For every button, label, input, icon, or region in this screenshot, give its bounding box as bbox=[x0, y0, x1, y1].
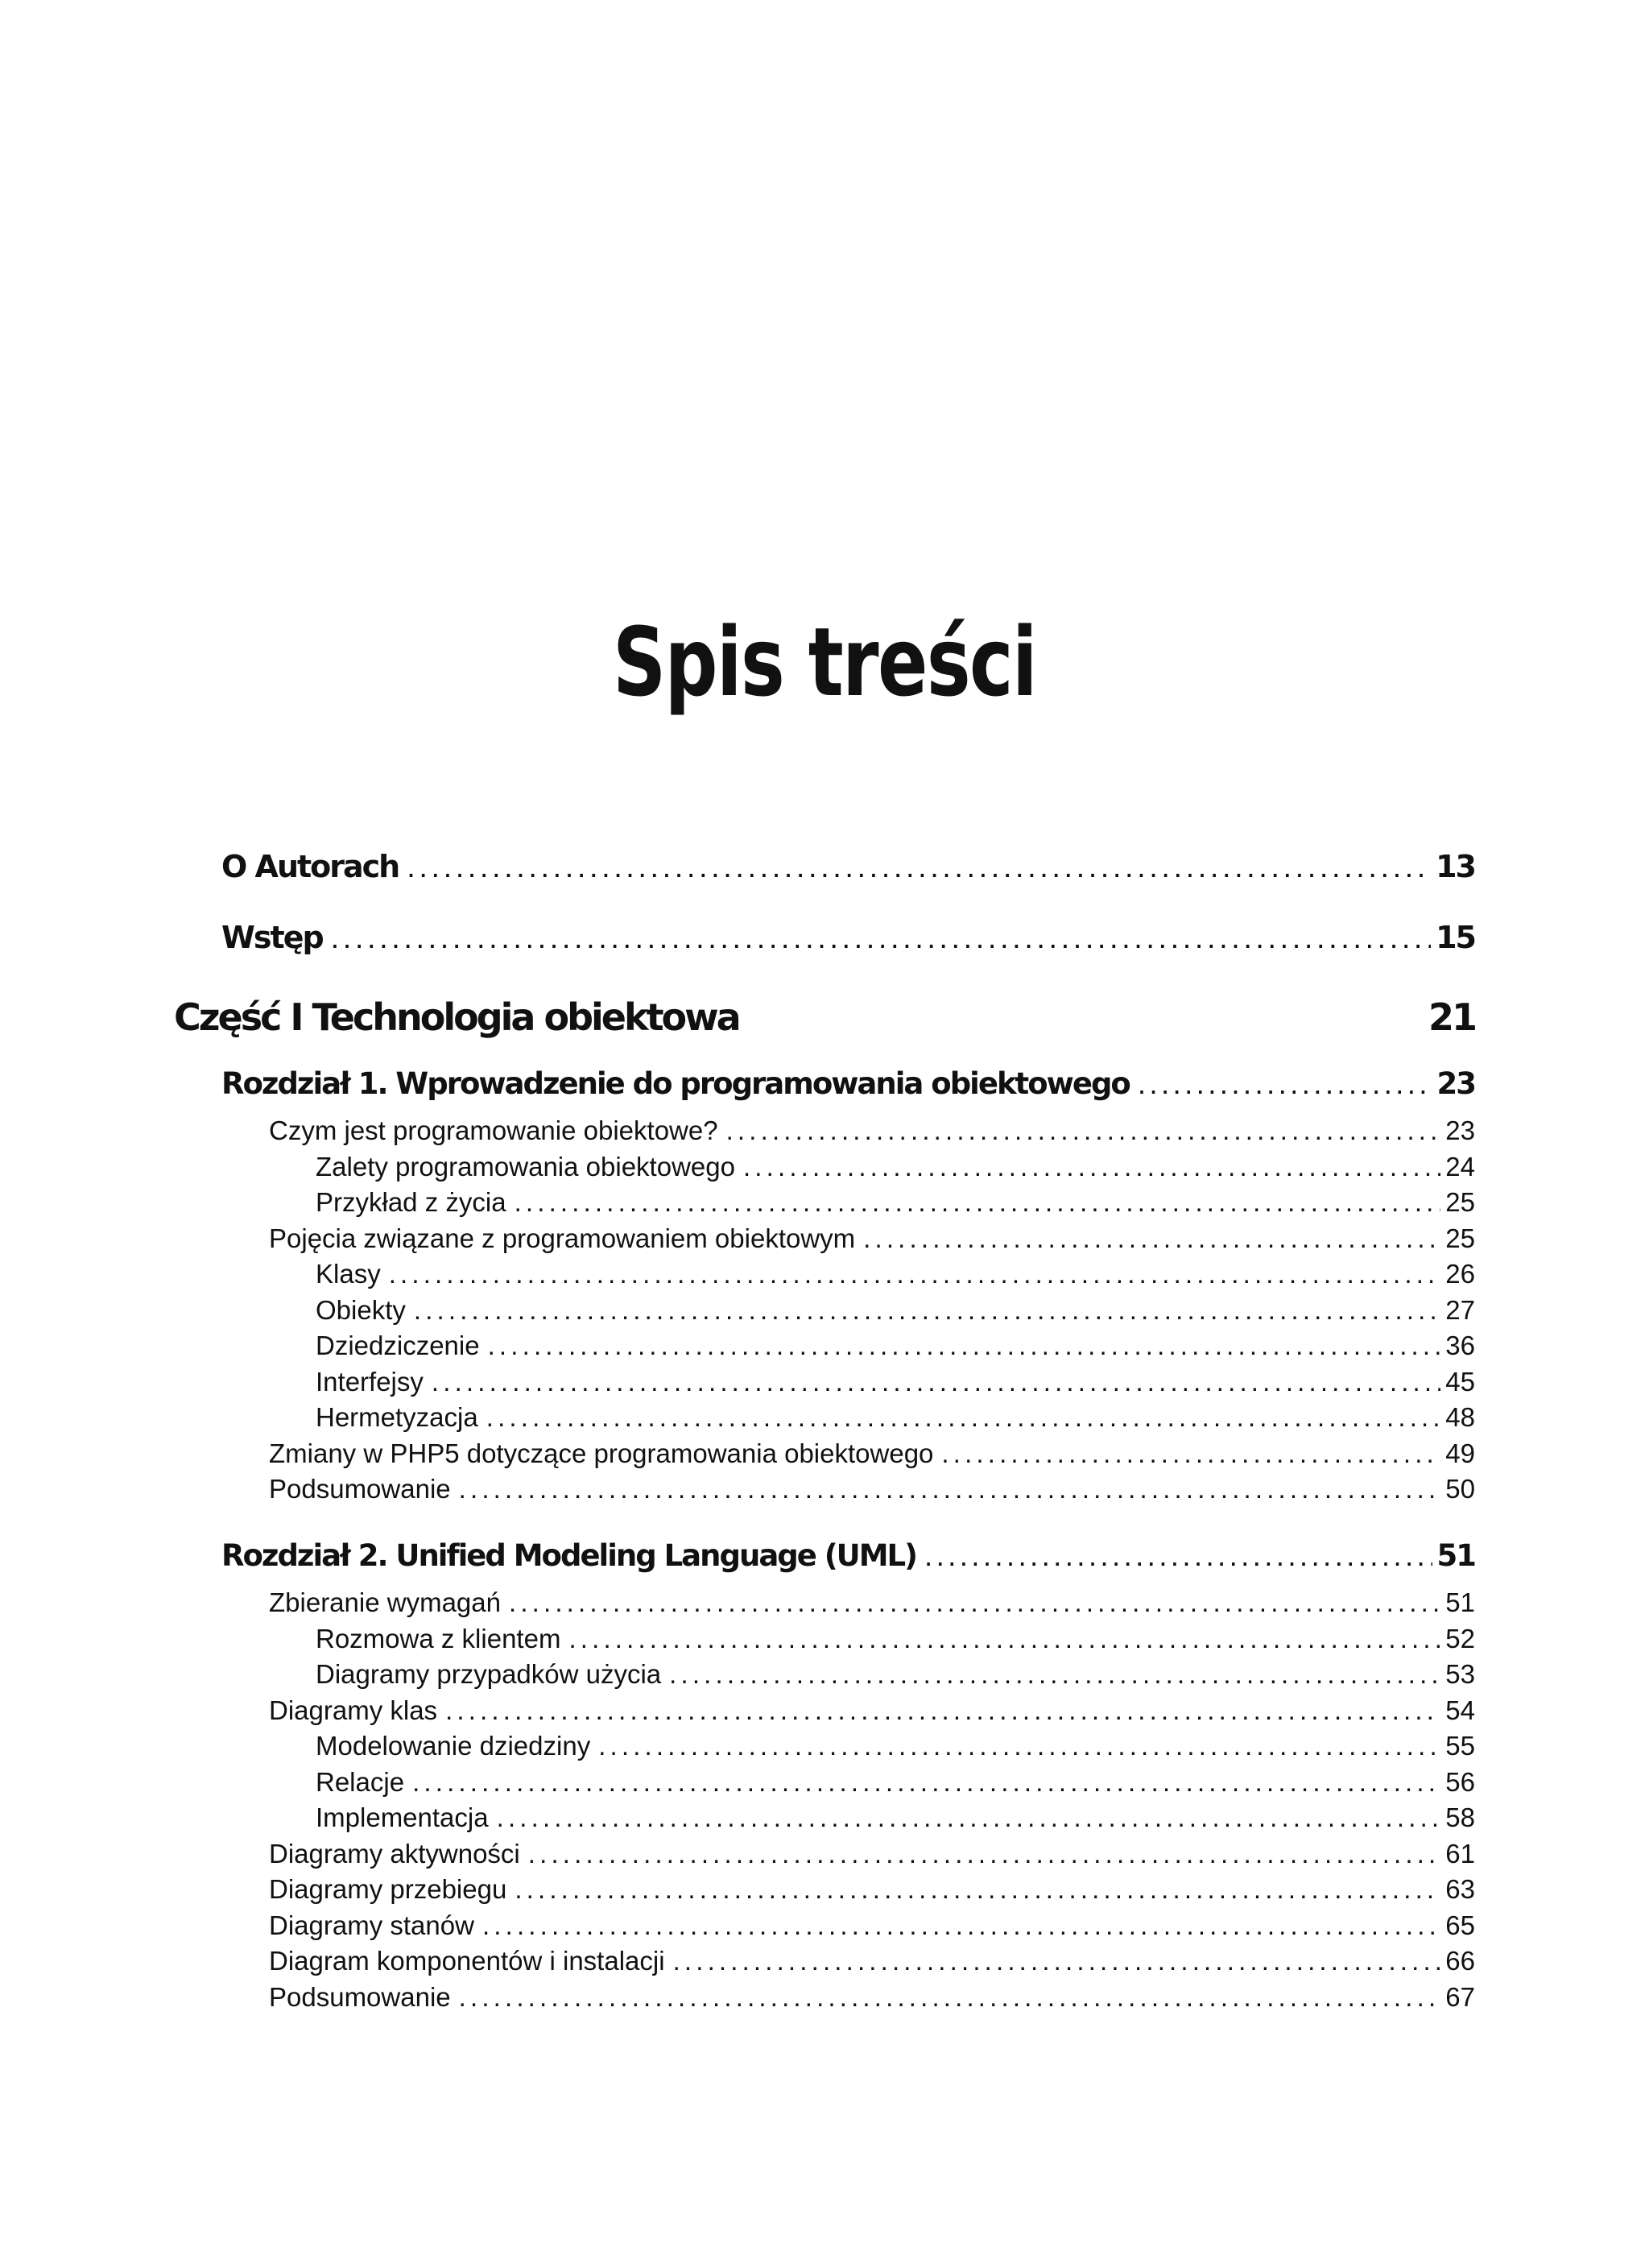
dot-leader bbox=[331, 919, 1431, 958]
dot-leader bbox=[412, 1765, 1440, 1800]
table-of-contents bbox=[0, 823, 1649, 2257]
toc-entry-label: Modelowanie dziedziny bbox=[316, 1731, 591, 1761]
dot-leader bbox=[863, 1221, 1440, 1256]
toc-entry-label: Diagramy aktywności bbox=[269, 1838, 520, 1869]
toc-subsection-entry[interactable] bbox=[316, 1800, 1475, 1836]
toc-chapter-heading[interactable] bbox=[221, 1537, 1475, 1575]
dot-leader bbox=[515, 1185, 1441, 1220]
dot-leader bbox=[1138, 1065, 1432, 1103]
toc-entry-page: 63 bbox=[1445, 1874, 1475, 1904]
toc-section-entry[interactable] bbox=[269, 1943, 1475, 1979]
dot-leader bbox=[509, 1585, 1440, 1620]
toc-subsection-entry[interactable] bbox=[316, 1657, 1475, 1692]
toc-entry-label: Rozmowa z klientem bbox=[316, 1623, 561, 1653]
toc-entry-label: Interfejsy bbox=[316, 1366, 424, 1397]
toc-entry-page: 26 bbox=[1445, 1259, 1475, 1289]
toc-entry-label: Diagramy klas bbox=[269, 1695, 438, 1725]
dot-leader bbox=[497, 1800, 1441, 1836]
toc-entry-page: 53 bbox=[1445, 1659, 1475, 1689]
toc-section-entry[interactable] bbox=[269, 1436, 1475, 1471]
toc-section-entry[interactable] bbox=[269, 1836, 1475, 1872]
toc-subsection-entry[interactable] bbox=[316, 1364, 1475, 1400]
toc-entry-page: 66 bbox=[1445, 1946, 1475, 1976]
toc-entry-label: Dziedziczenie bbox=[316, 1331, 480, 1360]
toc-entry-label: Obiekty bbox=[316, 1294, 406, 1325]
toc-entry-label: Czym jest programowanie obiektowe? bbox=[269, 1115, 718, 1145]
dot-leader bbox=[432, 1364, 1440, 1400]
dot-leader bbox=[482, 1908, 1440, 1943]
dot-leader bbox=[414, 1293, 1440, 1328]
part-label: Część I Technologia obiektowa bbox=[174, 995, 739, 1039]
toc-entry-page: 36 bbox=[1445, 1331, 1475, 1360]
part-page: 21 bbox=[1428, 995, 1475, 1039]
dot-leader bbox=[568, 1621, 1440, 1657]
dot-leader bbox=[598, 1728, 1440, 1764]
toc-entry-page: 49 bbox=[1445, 1438, 1475, 1468]
toc-entry-page: 23 bbox=[1445, 1115, 1475, 1145]
dot-leader bbox=[743, 1149, 1440, 1185]
dot-leader bbox=[515, 1872, 1440, 1907]
toc-entry-label: Klasy bbox=[316, 1259, 381, 1289]
toc-entry-label: Zmiany w PHP5 dotyczące programowania obiektowego bbox=[269, 1438, 934, 1468]
toc-entry-page: 65 bbox=[1445, 1910, 1475, 1940]
toc-subsection-entry[interactable] bbox=[316, 1293, 1475, 1328]
toc-entry-page: 67 bbox=[1445, 1981, 1475, 2012]
toc-subsection-entry[interactable] bbox=[316, 1400, 1475, 1435]
toc-entry-page: 61 bbox=[1445, 1838, 1475, 1869]
toc-entry-page: 55 bbox=[1445, 1731, 1475, 1761]
toc-section-entry[interactable] bbox=[269, 1113, 1475, 1148]
toc-entry-page: 51 bbox=[1436, 1538, 1475, 1573]
toc-entry-page: 25 bbox=[1445, 1223, 1475, 1253]
toc-entry-label: Hermetyzacja bbox=[316, 1402, 478, 1432]
toc-entry-page: 50 bbox=[1445, 1474, 1475, 1504]
toc-entry-page: 13 bbox=[1436, 849, 1475, 884]
toc-entry-page: 54 bbox=[1445, 1695, 1475, 1725]
toc-entry-label: Zalety programowania obiektowego bbox=[316, 1151, 735, 1182]
toc-entry-label: Diagramy przebiegu bbox=[269, 1874, 507, 1904]
toc-entry-label: Podsumowanie bbox=[269, 1981, 451, 2012]
dot-leader bbox=[924, 1537, 1432, 1575]
toc-entry-label: Rozdział 2. Unified Modeling Language (UML) bbox=[221, 1538, 917, 1573]
dot-leader bbox=[389, 1256, 1441, 1292]
toc-entry-label: Przykład z życia bbox=[316, 1187, 506, 1217]
toc-entry-label: Implementacja bbox=[316, 1802, 489, 1832]
toc-entry-wstep[interactable] bbox=[221, 918, 1475, 958]
dot-leader bbox=[486, 1400, 1441, 1435]
toc-entry-label: Podsumowanie bbox=[269, 1474, 451, 1504]
toc-part-heading[interactable] bbox=[174, 994, 1475, 1041]
toc-entry-page: 58 bbox=[1445, 1802, 1475, 1832]
toc-section-entry[interactable] bbox=[269, 1872, 1475, 1907]
toc-chapter-heading[interactable] bbox=[221, 1065, 1475, 1103]
toc-entry-page: 45 bbox=[1445, 1366, 1475, 1397]
toc-entry-page: 15 bbox=[1436, 920, 1475, 955]
toc-entry-page: 52 bbox=[1445, 1623, 1475, 1653]
dot-leader bbox=[459, 1471, 1441, 1507]
toc-entry-label: Zbieranie wymagań bbox=[269, 1587, 501, 1617]
toc-subsection-entry[interactable] bbox=[316, 1728, 1475, 1764]
dot-leader bbox=[459, 1980, 1441, 2015]
toc-entry-label: Pojęcia związane z programowaniem obiektowym bbox=[269, 1223, 856, 1253]
toc-subsection-entry[interactable] bbox=[316, 1328, 1475, 1364]
toc-section-entry[interactable] bbox=[269, 1221, 1475, 1256]
toc-entry-page: 56 bbox=[1445, 1766, 1475, 1797]
dot-leader bbox=[669, 1657, 1440, 1692]
toc-entry-o-autorach[interactable] bbox=[221, 847, 1475, 887]
dot-leader bbox=[488, 1328, 1441, 1364]
toc-section-entry[interactable] bbox=[269, 1908, 1475, 1943]
toc-section-entry[interactable] bbox=[269, 1471, 1475, 1507]
toc-entry-label: Diagramy przypadków użycia bbox=[316, 1659, 662, 1689]
dot-leader bbox=[673, 1943, 1441, 1979]
toc-entry-label: Diagram komponentów i instalacji bbox=[269, 1946, 665, 1976]
toc-entry-page: 48 bbox=[1445, 1402, 1475, 1432]
dot-leader bbox=[941, 1436, 1440, 1471]
dot-leader bbox=[726, 1113, 1441, 1148]
toc-entry-page: 24 bbox=[1445, 1151, 1475, 1182]
toc-section-entry[interactable] bbox=[269, 1585, 1475, 1620]
toc-subsection-entry[interactable] bbox=[316, 1256, 1475, 1292]
toc-subsection-entry[interactable] bbox=[316, 1149, 1475, 1185]
toc-entry-page: 27 bbox=[1445, 1294, 1475, 1325]
dot-leader bbox=[407, 848, 1431, 887]
toc-subsection-entry[interactable] bbox=[316, 1185, 1475, 1220]
toc-entry-label: Wstęp bbox=[221, 920, 323, 955]
toc-subsection-entry[interactable] bbox=[316, 1621, 1475, 1657]
toc-subsection-entry[interactable] bbox=[316, 1765, 1475, 1800]
toc-entry-label: Diagramy stanów bbox=[269, 1910, 474, 1940]
toc-section-entry[interactable] bbox=[269, 1980, 1475, 2015]
toc-entry-label: Rozdział 1. Wprowadzenie do programowania obiektowego bbox=[221, 1066, 1130, 1101]
dot-leader bbox=[528, 1836, 1441, 1872]
toc-entry-page: 25 bbox=[1445, 1187, 1475, 1217]
toc-entry-label: Relacje bbox=[316, 1766, 405, 1797]
toc-section-entry[interactable] bbox=[269, 1693, 1475, 1728]
toc-entry-page: 51 bbox=[1445, 1587, 1475, 1617]
dot-leader bbox=[445, 1693, 1440, 1728]
page-title: Spis treści bbox=[612, 606, 1037, 718]
toc-entry-page: 23 bbox=[1436, 1066, 1475, 1101]
toc-entry-label: O Autorach bbox=[221, 849, 399, 884]
